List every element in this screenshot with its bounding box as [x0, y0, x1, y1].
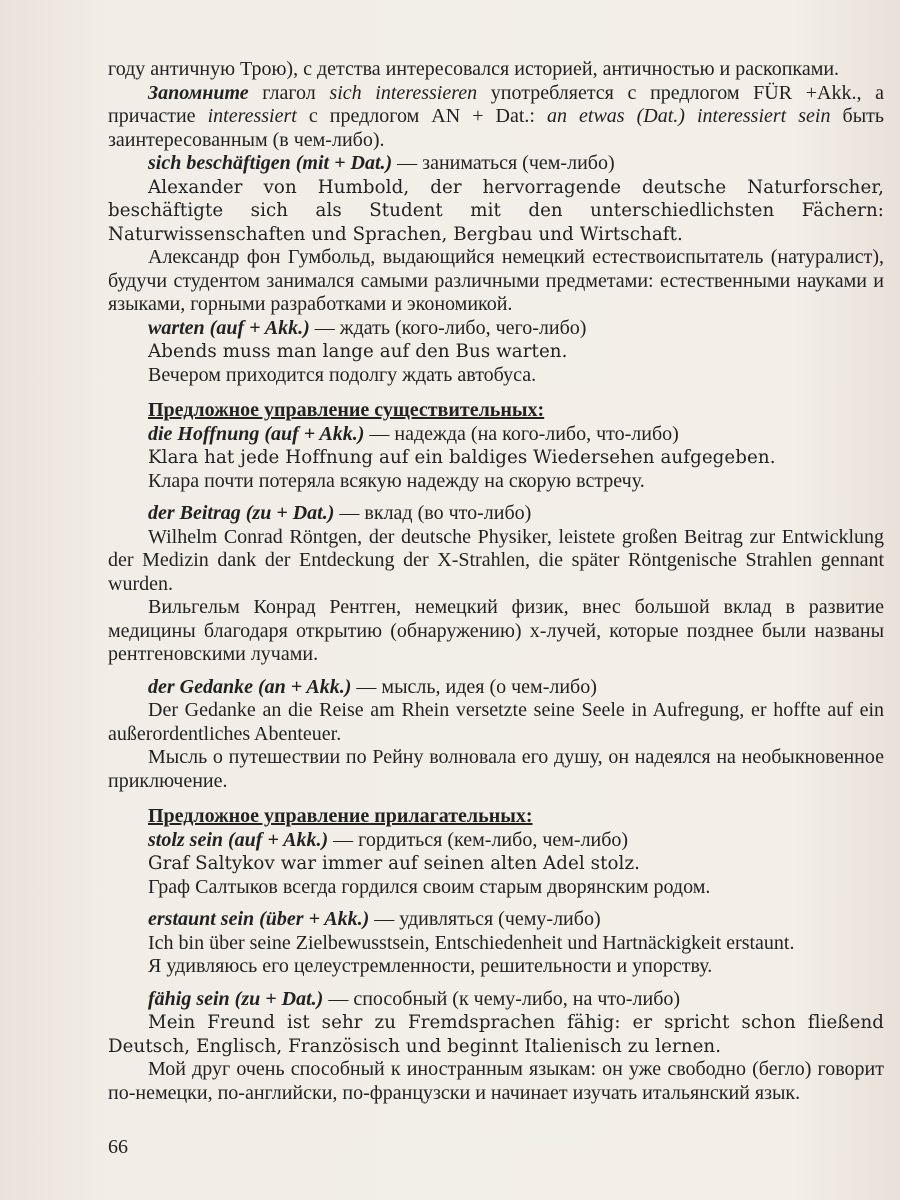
text-run: Wilhelm Conrad Röntgen, der deutsche Physiker, leistete großen Beitrag zur Entwicklung der Medizin dank der Entdeckung der X-Strahlen, die später Röntgenische Strahlen gennant wurden.	[108, 525, 884, 595]
text-run: Вечером приходится подолгу ждать автобуса.	[148, 363, 537, 386]
page-number: 66	[108, 1136, 128, 1158]
paragraph	[108, 955, 884, 979]
term: die Hoffnung (auf + Akk.)	[148, 422, 365, 445]
text-run: Klara hat jede Hoffnung auf ein baldiges Wiedersehen aufgegeben.	[148, 447, 776, 468]
page-text	[108, 58, 884, 1105]
text-run: Я удивляюсь его целеустремленности, решительности и упорству.	[148, 955, 713, 977]
paragraph	[108, 908, 884, 932]
paragraph	[108, 1011, 884, 1058]
paragraph	[108, 82, 884, 153]
text-run: употребляется с предлогом FÜR +Akk., а причастие	[108, 81, 884, 127]
paragraph	[108, 176, 884, 247]
paragraph	[108, 423, 884, 447]
term: stolz sein (auf + Akk.)	[148, 828, 329, 851]
text-run: — ждать (кого-либо, чего-либо)	[309, 316, 587, 339]
text-run: глагол	[248, 81, 330, 104]
text-run: Der Gedanke an die Reise am Rhein versetzte seine Seele in Aufregung, er hoffte auf ein außerordentliches Abenteuer.	[108, 699, 884, 745]
text-run: году античную Трою), с детства интересовался историей, античностью и раскопками.	[108, 58, 840, 80]
text-run: — удивляться (чему-либо)	[369, 908, 601, 930]
paragraph	[108, 746, 884, 793]
paragraph	[108, 852, 884, 876]
section-heading	[108, 399, 884, 423]
text-run: Ich bin über seine Zielbewusstsein, Entschiedenheit und Hartnäckigkeit erstaunt.	[148, 931, 795, 954]
text-run: Клара почти потеряла всякую надежду на скорую встречу.	[148, 469, 645, 492]
paragraph	[108, 1058, 884, 1105]
term: der Gedanke (an + Akk.)	[148, 675, 352, 698]
text-run: — заниматься (чем-либо)	[392, 152, 615, 174]
paragraph	[108, 317, 884, 341]
text-run: Мысль о путешествии по Рейну волновала его душу, он надеялся на необыкновенное приключение.	[108, 746, 884, 792]
paragraph	[108, 340, 884, 364]
paragraph	[108, 58, 884, 82]
term: interessiert	[207, 105, 297, 127]
text-run: — гордиться (кем-либо, чем-либо)	[328, 828, 629, 851]
term: fähig sein (zu + Dat.)	[148, 987, 324, 1010]
text-run: Предложное управление существительных:	[148, 399, 545, 421]
term: warten (auf + Akk.)	[148, 316, 310, 339]
paragraph	[108, 596, 884, 667]
section-heading	[108, 805, 884, 829]
paragraph	[108, 446, 884, 470]
text-run: — надежда (на кого-либо, что-либо)	[364, 422, 679, 445]
text-run: быть заинтересованным (в чем-либо).	[108, 105, 884, 151]
term: der Beitrag (zu + Dat.)	[148, 502, 335, 524]
paragraph	[108, 988, 884, 1012]
paragraph	[108, 526, 884, 597]
paragraph	[108, 876, 884, 900]
text-run: Мой друг очень способный к иностранным языкам: он уже свободно (бегло) говорит по-немецки, по-английски, по-французски и начинает изучать итальянский язык.	[108, 1058, 884, 1104]
text-run: с предлогом AN + Dat.:	[296, 105, 547, 127]
text-run: Alexander von Humbold, der hervorragende deutsche Naturforscher, beschäftigte sich als Student mit den unterschiedlichsten Fächern: Naturwissenschaften und Sprachen, Bergbau und Wirtschaft.	[108, 176, 884, 245]
paragraph	[108, 152, 884, 176]
text-run: Mein Freund ist sehr zu Fremdsprachen fähig: er spricht schon fließend Deutsch, Englisch, Französisch und beginnt Italienisch zu lernen.	[108, 1012, 884, 1057]
paragraph	[108, 502, 884, 526]
paragraph	[108, 829, 884, 853]
text-run: Abends muss man lange auf den Bus warten.	[148, 341, 568, 362]
text-run: Вильгельм Конрад Рентген, немецкий физик, внес большой вклад в развитие медицины благодаря открытию (обнаружению) х-лучей, которые позднее были названы рентгеновскими лучами.	[108, 596, 884, 665]
text-run: Предложное управление прилагательных:	[148, 805, 533, 827]
paragraph	[108, 470, 884, 494]
term: sich interessieren	[329, 81, 478, 104]
paragraph	[108, 676, 884, 700]
term: Запомните	[148, 81, 249, 104]
text-run: — мысль, идея (о чем-либо)	[351, 675, 597, 698]
text-run: Graf Saltykov war immer auf seinen alten Adel stolz.	[148, 853, 641, 874]
text-run: Александр фон Гумбольд, выдающийся немецкий естествоиспытатель (натуралист), будучи студентом занимался самыми различными предметами: естественными науками и языками, горными разработками и экономикой.	[108, 246, 884, 315]
paragraph	[108, 699, 884, 746]
text-run: Граф Салтыков всегда гордился своим старым дворянским родом.	[148, 875, 711, 898]
term: erstaunt sein (über + Akk.)	[148, 908, 370, 930]
text-run: — вклад (во что-либо)	[334, 502, 532, 524]
text-run: — способный (к чему-либо, на что-либо)	[323, 987, 681, 1010]
paragraph	[108, 246, 884, 317]
term: sich beschäftigen (mit + Dat.)	[148, 152, 393, 174]
paragraph	[108, 364, 884, 388]
paragraph	[108, 932, 884, 956]
term: an etwas (Dat.) interessiert sein	[546, 105, 831, 127]
